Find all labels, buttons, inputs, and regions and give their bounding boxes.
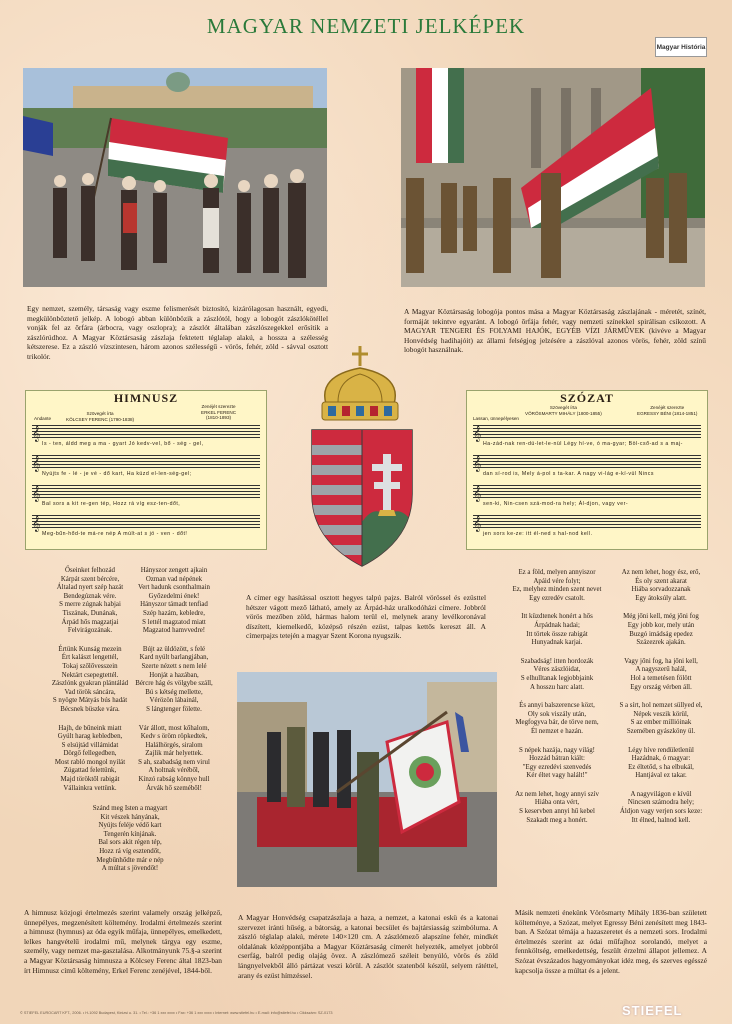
szozat-lyric-1: Ha-zád-nak ren-dü-let-le-nül Légy hí-ve, ó ma-gyar; Böl-cső-ad s a maj- [483,441,683,447]
himnusz-notes [26,391,266,549]
himnusz-credit-right: Zenéjét szerezte ERKEL FERENC (1810-1893) [201,404,237,420]
himnusz-verse: Őseinket felhozád Kárpát szent bércére, Általad nyert szép hazát Bendegúznak vére. S merre zúgnak habjai Tiszának, Dunának, Árpád hős magzatjai Felvirágozának. [56,567,124,635]
szozat-verse: Ez a föld, melyen annyiszor Apáid vére folyt; Ez, melyhez minden szent nevet Egy ezredév csatolt. [512,569,602,602]
himnusz-verse: Vár állott, most kőhalom, Kedv s öröm röpkedtek, Halálhörgés, siralom Zajlik már helyettek. S ah, szabadság nem virul A holtnak véréből, Kínzó rabság könnye hull Árvák hő szeméből! [138,724,210,792]
szozat-verses-col2 [606,569,716,835]
stiefel-logo: STIEFEL [622,1003,683,1018]
szozat-lyric-4: jen sors ke-ze: itt él-ned s hal-nod kell. [483,531,593,537]
parliament-guard-photo [401,68,705,287]
svg-text:𝄞: 𝄞 [473,426,482,442]
himnusz-verse: Értünk Kunság mezein Ért kalászt lengettél, Tokaj szőlővesszein Nektárt csepegtettél. Zászlónk gyakran plántálád Vad török sáncára, S nyögte Mátyás bús hadát Bécsnek büszke vára. [51,645,129,713]
szozat-lyric-3: sen-ki, Nin-csen szá-mod-ra hely; Ál-djon, vagy ver- [483,501,629,507]
szozat-verse: Még jőni kell, még jőni fog Egy jobb kor, mely után Buzgó imádság epedez Százezrek ajakán. [623,613,699,647]
svg-text:𝄞: 𝄞 [473,456,482,472]
szozat-credit-left: Szövegét írta VÖRÖSMARTY MIHÁLY (1800-1855) [525,405,602,416]
szozat-score [466,390,708,550]
szozat-title: SZÓZAT [560,391,614,405]
himnusz-description: A himnusz közjogi értelmezés szerint valamely ország jelképző, ünnepélyes, megzenésített költemény. Irodalmi értelmezés szerint a himnusz (hymnus) az óda egyik műfaja, ünnepélyes, emelkedett, lelkes hangvételű irodalmi mű, melynek tárgya egy eszme, személy, vagy nemzet ma-gasztalása. Alkotmányunk 75.§-a szerint a Magyar Köztársaság himnusza a Kölcsey Ferenc által 1823-ban írt Himnusz című költemény, Erkel Ferenc zenéjével, 1844-ből. [24,908,222,975]
szozat-verse: Az nem lehet, hogy ész, erő, És oly szent akarat Hiába sorvadozzanak Egy átoksúly alatt. [621,569,701,602]
szozat-notes [467,391,707,549]
intro-right-text: A Magyar Köztársaság lobogója pontos mása a Magyar Köztársaság zászlajának - méretét, színét, formáját tekintve egyaránt. A lobogó ōrfája fehér, vagy nemzeti színekkel spirálisan csíkozott. A MAGYAR TENGERI ÉS FOLYAMI HAJÓK, EGYÉB VÍZI JÁRMŰVEK (kivéve a Magyar Honvédség hadihajóit) az állami felségjog jelzésére a zászlóval azonos vörös, fehér, zöld színű lobogót használnak. [404,307,706,355]
himnusz-verses-col2 [114,567,234,803]
svg-text:𝄞: 𝄞 [473,486,482,502]
himnusz-tempo: Andante [34,416,52,421]
page-title: MAGYAR NEMZETI JELKÉPEK [206,14,526,38]
himnusz-lyric-2: Nyújts fe - lé - je vé - dő kart, Ha küzd el-len-ség-gel; [42,471,192,477]
himnusz-lyric-3: Bal sors a kit re-gen tép, Hozz rá víg esz-ten-dőt, [42,501,181,507]
szozat-verse: Szabadság! itten hordozák Véres zászlóidat, S elhulltanak legjobbjaink A hosszu harc alatt. [520,657,594,691]
szozat-tempo: Lassan, ünnepélyesen [473,416,519,421]
military-flag-description: A Magyar Honvédség csapatzászlaja a haza, a nemzet, a katonai eskü és a katonai szervezet iránti hűség, a bátorság, a katonai becsület és bajtársiasság szimbóluma. A zászló téglalap alakú, mérete 140×120 cm. A zászlómező alapszíne fehér, mindkét oldalának középpontjába a Magyar Köztársaság címerét helyezték, amelyet jobbról cserfág, balról pedig olajág övez. A zászlómező széleit benyúló, vörös és zöld lángnyelvekből álló pártázat veszi körül. A zászlót szatenból készül, selyem rátéttel, arany és ezüst hímzéssel. [238,913,498,980]
szozat-verses-col1 [502,569,612,835]
coat-of-arms-text: A címer egy hasítással osztott hegyes talpú pajzs. Balról vörössel és ezüsttel hétszer vágott mező látható, amely az Árpád-ház uralkodóházi címere. Jobbról vörös mezőben zöld, hármas halom terül el, melynek arany levélkoronával díszített, kiemelkedő, középső részén ezüst, talpas kettős kereszt áll. A címerpajzs tetején a magyar Szent Korona nyugszik. [246,593,486,641]
svg-text:𝄞: 𝄞 [32,516,41,532]
himnusz-verse: Hajh, de bűneink miatt Gyúlt harag kebledben, S elsújtád villámidat Dörgő fellegedben, Most rabló mongol nyilát Zúgattad felettünk, Majd töröktől rabigát Vállainkra vettünk. [54,724,126,792]
szozat-verse: Vagy jőni fog, ha jőni kell, A nagyszerű halál, Hol a temetésen fölött Egy ország vérben áll. [624,657,698,691]
parade-photo-illustration [23,68,327,287]
himnusz-verse: Szánd meg Isten a magyart Kit vészek hányának, Nyújts feléje védő kart Tengerén kínjának. Bal sors akit régen tép, Hozz rá víg esztendőt, Megbűnhődte már e nép A múltat s jövendőt! [92,805,168,873]
szozat-credit-right: Zenéjét szerezte EGRESSY BÉNI (1814-1851) [637,405,698,416]
szozat-verse: Légy híve rendületlenül Hazádnak, ó magyar: Ez éltetőd, s ha elbukál, Hantjával ez takar. [628,746,694,780]
himnusz-verse: Hányszor zengett ajkain Ozman vad népének Vert hadunk csonthalmain Győzedelmi ének! Hányszor támadt tenfiad Szép hazám, kebledre, S lettél magzatod miatt Magzatod hamvvedre! [138,567,210,635]
szozat-verse: A nagyvilágon e kívül Nincsen számodra hely; Áldjon vagy verjen sors keze: Itt élned, halnod kell. [619,790,703,824]
szozat-verse: Az nem lehet, hogy annyi szív Hiába onta vért, S keservben annyi hű kebel Szakadt meg a honért. [515,790,599,824]
military-photo-illustration [237,672,497,887]
svg-text:𝄞: 𝄞 [473,516,482,532]
szozat-verse: S a sírt, hol nemzet süllyed el, Népek veszik körül, S az ember millióinak Szemében gyászköny ül. [619,702,703,735]
magyar-historia-logo: Magyar História [655,37,707,57]
szozat-lyric-2: dan sí-rod is, Mely á-pol s ta-kar. A nagy vi-lág e-kí-vül Nincs [483,471,654,477]
szozat-verse: Itt küzdtenek honért a hős Árpádnak hadai; Itt törtek össze rabigát Hunyadnak karjai. [521,613,593,647]
svg-text:𝄞: 𝄞 [32,486,41,502]
svg-text:𝄞: 𝄞 [32,456,41,472]
himnusz-verse: Bújt az üldözött, s felé Kard nyúlt barlangjában, Szerte nézett s nem lelé Honját a hazában, Bércre hág és völgybe száll, Bú s kétség mellette, Vérözön lábainál, S lángtenger fölette. [135,645,213,713]
himnusz-score [25,390,267,550]
publisher-footer: © STIEFEL EUROCART KFT., 2006. • H-1092 Budapest, Kinizsi u. 31. • Tel.: +36 1 xxx xxxx • Fax: +36 1 xxx xxxx • Internet: www.stiefel.hu • E-mail: info@stiefel.hu • Cikkszám: SZ-0173 [20,1011,333,1015]
szozat-verse: S népek hazája, nagy világ! Hozzád bátran kiált: "Egy ezredévi szenvedés Kér éltet vagy halált!" [519,746,595,780]
svg-text:𝄞: 𝄞 [32,426,41,442]
coat-of-arms-emblem [308,344,422,570]
military-flag-photo [237,672,497,887]
himnusz-credit-left: Szövegét írta KÖLCSEY FERENC (1790-1838) [66,411,135,422]
himnusz-lyric-4: Meg-bűn-hőd-te má-re nép A múlt-at s jö - ven - dőt! [42,531,188,537]
intro-left-text: Egy nemzet, személy, társaság vagy eszme felismerését biztosító, kizárólagosan használt, egyedi, megkülönböztető jelkép. A lobogó abban különbözik a zászlótól, hogy a lobogót zászlókötéllel vonják fel az ōrfára (árbocra, vagy oszlopra); a zászlót általában zászlószegekkel erősítik a zászlórúdhoz. A Magyar Köztársaság zászlaja fektetett téglalap alakú, a hossza a szélesség kétszerese. Ez a zászló vízszintesen, három azonos szélességű - vörös, fehér, zöld - sávval osztott trikolór. [27,304,328,361]
szozat-description: Másik nemzeti énekünk Vörösmarty Mihály 1836-ban született költeménye, a Szózat, melyet Egressy Béni zenésített meg 1843-ban. A Szózat témája a hazaszeretet és a nemzeti sors. Irodalmi értelmezés szerint az ódai műfajhoz sorolandó, melyet a fennköltség, emelkedettség, feszült érzelmi állapot jellemez. A Szózat évszázados hagyományokat idéz meg, és szerves egésszé kapcsolja össze a múltat és a jelent. [515,908,707,975]
himnusz-lyric-1: Is - ten, áldd meg a ma - gyart Jó kedv-vel, bő - ség - gel, [42,441,204,447]
himnusz-verse-final [70,805,190,884]
parade-photo [23,68,327,287]
parliament-photo-illustration [401,68,705,287]
himnusz-title: HIMNUSZ [113,391,179,405]
szozat-verse: És annyi balszerencse közt, Oly sok viszály után, Megfogyva bár, de törve nem, Él nemzet e hazán. [515,702,599,735]
